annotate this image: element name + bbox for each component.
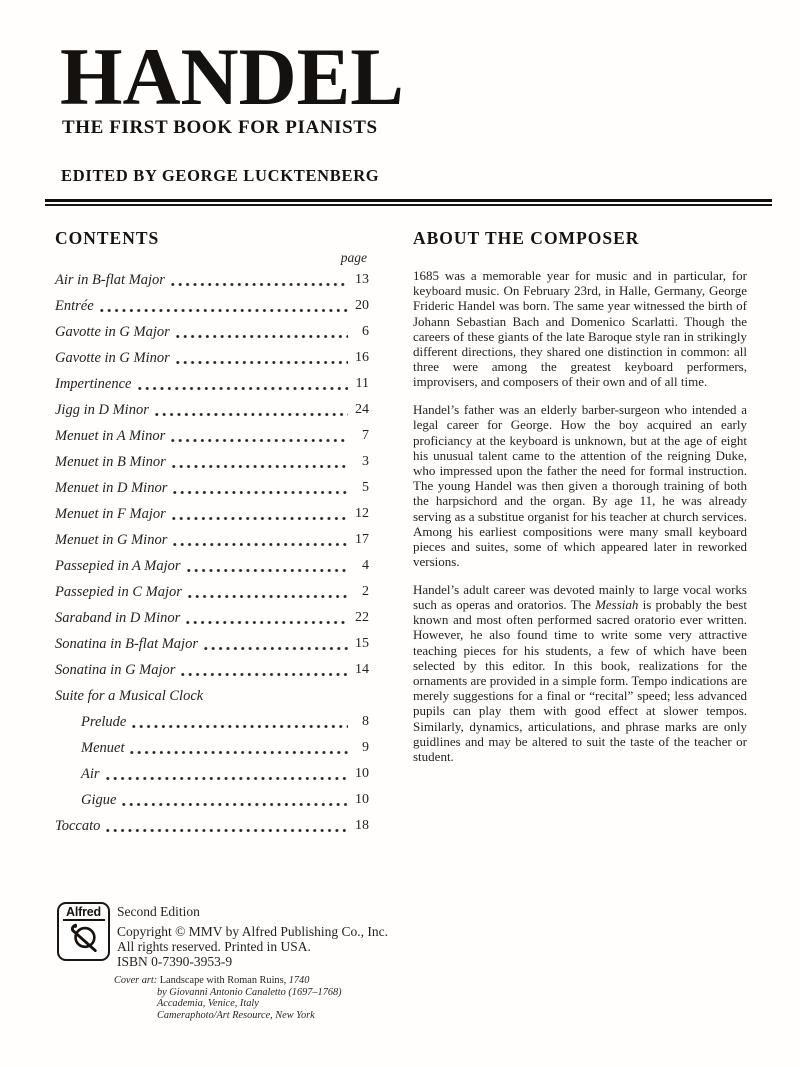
dot-leader — [129, 735, 348, 761]
divider-double-rule — [45, 199, 772, 206]
cover-art-first-line — [114, 975, 342, 987]
about-heading: ABOUT THE COMPOSER — [413, 228, 640, 248]
dot-leader — [121, 787, 348, 813]
toc-item — [55, 501, 369, 527]
dot-leader — [172, 475, 348, 501]
toc-item — [55, 345, 369, 371]
toc-page-number: 10 — [355, 792, 369, 807]
toc-item — [55, 605, 369, 631]
about-paragraph: 1685 was a memorable year for music and in particular, for keyboard music. On February 23rd, in Halle, Germany, George Frideric Handel was born. The same year witnessed the birth of Johann Sebastian Bach and Domenico Scarlatti. Though the careers of these giants of the late Baroque style ran in strikingly different directions, they shared one distinction in common: all three were among the greatest keyboard performers, improvisers, and composers of their own and of all time. — [413, 268, 747, 390]
toc-page-number: 3 — [362, 454, 369, 469]
toc-item-title: Menuet in D Minor — [55, 480, 168, 496]
toc-item — [55, 579, 369, 605]
dot-leader — [171, 449, 348, 475]
dot-leader — [171, 501, 348, 527]
toc-item-title: Gigue — [81, 792, 117, 808]
dot-leader — [180, 657, 348, 683]
page-title: HANDEL — [60, 31, 404, 122]
cover-art-year: 1740 — [288, 975, 310, 986]
toc-item-title: Toccato — [55, 818, 101, 834]
alfred-publishing-logo — [57, 902, 110, 961]
dot-leader — [175, 319, 348, 345]
toc-page-number: 13 — [355, 272, 369, 287]
toc-item — [55, 787, 369, 813]
toc-item — [55, 683, 369, 709]
dot-leader — [203, 631, 348, 657]
dot-leader — [172, 527, 348, 553]
dot-leader — [154, 397, 348, 423]
toc-page-number: 16 — [355, 350, 369, 365]
isbn-line: ISBN 0-7390-3953-9 — [117, 953, 233, 969]
edition-line: Second Edition — [117, 904, 200, 919]
toc-item — [55, 319, 369, 345]
dot-leader — [131, 709, 348, 735]
cover-art-title: Landscape with Roman Ruins, — [157, 975, 289, 986]
toc-item — [55, 657, 369, 683]
toc-item-title: Air in B-flat Major — [55, 272, 165, 288]
dot-leader — [105, 761, 348, 787]
toc-page-number: 6 — [362, 324, 369, 339]
page-subtitle: THE FIRST BOOK FOR PIANISTS — [62, 117, 378, 138]
toc-item — [55, 813, 369, 839]
toc-page-number: 11 — [355, 376, 369, 391]
toc-item-title: Passepied in A Major — [55, 558, 181, 574]
toc-page-number: 10 — [355, 766, 369, 781]
rights-line: All rights reserved. Printed in USA. — [117, 938, 311, 954]
toc-item-title: Menuet in A Minor — [55, 428, 166, 444]
dot-leader — [170, 267, 348, 293]
toc-item-title: Gavotte in G Minor — [55, 350, 170, 366]
toc-item-title: Menuet — [81, 740, 125, 756]
about-composer-section — [413, 228, 747, 777]
toc-page-number: 22 — [355, 610, 369, 625]
toc-page-number: 20 — [355, 298, 369, 313]
toc-item-title: Sonatina in G Major — [55, 662, 176, 678]
publisher-block — [117, 903, 388, 969]
toc-item-title: Prelude — [81, 714, 127, 730]
toc-item-title: Menuet in F Major — [55, 506, 166, 522]
toc-item — [55, 735, 369, 761]
toc-item — [55, 449, 369, 475]
toc-page-number: 2 — [362, 584, 369, 599]
toc-page-number: 18 — [355, 818, 369, 833]
cover-art-credit — [114, 975, 342, 1021]
about-paragraph: Handel’s adult career was devoted mainly to large vocal works such as operas and oratorios. The Messiah is probably the best known and most often performed sacred oratorio ever written. However, he also found time to write some very attractive teaching pieces for his students, a few of which have been selected by this editor. In this book, realizations for the ornaments are provided in a simple form. Tempo indications are merely suggestions for a final or “recital” speed; less advanced pupils can play them with good effect at slower tempos. Similarly, dynamics, articulations, and phrase marks are only guidlines and may be altered to suit the taste of the teacher or student. — [413, 581, 747, 765]
page-column-label: page — [340, 250, 367, 265]
editor-credit: EDITED BY GEORGE LUCKTENBERG — [61, 166, 380, 185]
contents-heading: CONTENTS — [55, 228, 160, 248]
toc-item — [55, 267, 369, 293]
dot-leader — [185, 605, 348, 631]
contents-list — [55, 267, 369, 839]
alfred-logo-wordmark: Alfred — [66, 905, 101, 919]
dot-leader — [187, 579, 348, 605]
toc-page-number: 12 — [355, 506, 369, 521]
toc-item — [55, 475, 369, 501]
toc-item-title: Sonatina in B-flat Major — [55, 636, 198, 652]
toc-page-number: 8 — [362, 714, 369, 729]
cover-art-artist: by Giovanni Antonio Canaletto (1697–1768) — [157, 986, 342, 998]
toc-item-title: Jigg in D Minor — [55, 402, 149, 418]
toc-item — [55, 423, 369, 449]
toc-page-number: 17 — [355, 532, 369, 547]
dot-leader — [186, 553, 348, 579]
toc-item — [55, 631, 369, 657]
about-text — [413, 268, 747, 764]
toc-item — [55, 397, 369, 423]
alfred-logo-lyre-icon — [67, 922, 101, 952]
toc-item — [55, 761, 369, 787]
dot-leader — [137, 371, 349, 397]
toc-item-title: Menuet in G Minor — [55, 532, 168, 548]
dot-leader — [99, 293, 348, 319]
dot-leader — [105, 813, 348, 839]
toc-item — [55, 709, 369, 735]
cover-art-label: Cover art: — [114, 975, 158, 986]
toc-page-number: 9 — [362, 740, 369, 755]
toc-page-number: 7 — [362, 428, 369, 443]
toc-page-number: 4 — [362, 558, 369, 573]
toc-item-title: Menuet in B Minor — [55, 454, 166, 470]
toc-item-title: Impertinence — [55, 376, 132, 392]
cover-art-source: Cameraphoto/Art Resource, New York — [157, 1009, 315, 1021]
toc-item-title: Passepied in C Major — [55, 584, 182, 600]
contents-section — [55, 228, 369, 839]
toc-item-title: Gavotte in G Major — [55, 324, 170, 340]
dot-leader — [175, 345, 348, 371]
toc-page-number: 24 — [355, 402, 369, 417]
toc-item — [55, 293, 369, 319]
toc-item — [55, 527, 369, 553]
toc-item — [55, 553, 369, 579]
toc-item — [55, 371, 369, 397]
toc-item-title: Air — [81, 766, 100, 782]
toc-page-number: 15 — [355, 636, 369, 651]
toc-page-number: 5 — [362, 480, 369, 495]
about-paragraph: Handel’s father was an elderly barber-surgeon who intended a legal career for George. How the boy acquired an early proficiancy at the keyboard is unknown, but at the age of eight his unusual talent came to the attention of the reigning Duke, who impressed upon the father the need for formal instruction. The young Handel was then given a thorough training of both the harpsichord and the organ. By age 11, he was already serving as a substitue organist for his teacher at church services. Among his earliest compositions were many small keyboard pieces and suites, some of which appeared later in reworked versions. — [413, 402, 747, 570]
alfred-logo-underline — [63, 919, 105, 921]
dot-leader — [170, 423, 348, 449]
copyright-line: Copyright © MMV by Alfred Publishing Co., Inc. — [117, 924, 389, 939]
toc-item-title: Entrée — [55, 298, 94, 314]
toc-item-title: Saraband in D Minor — [55, 610, 181, 626]
toc-page-number: 14 — [355, 662, 369, 677]
cover-art-museum: Accademia, Venice, Italy — [157, 998, 259, 1010]
toc-item-title: Suite for a Musical Clock — [55, 688, 204, 704]
